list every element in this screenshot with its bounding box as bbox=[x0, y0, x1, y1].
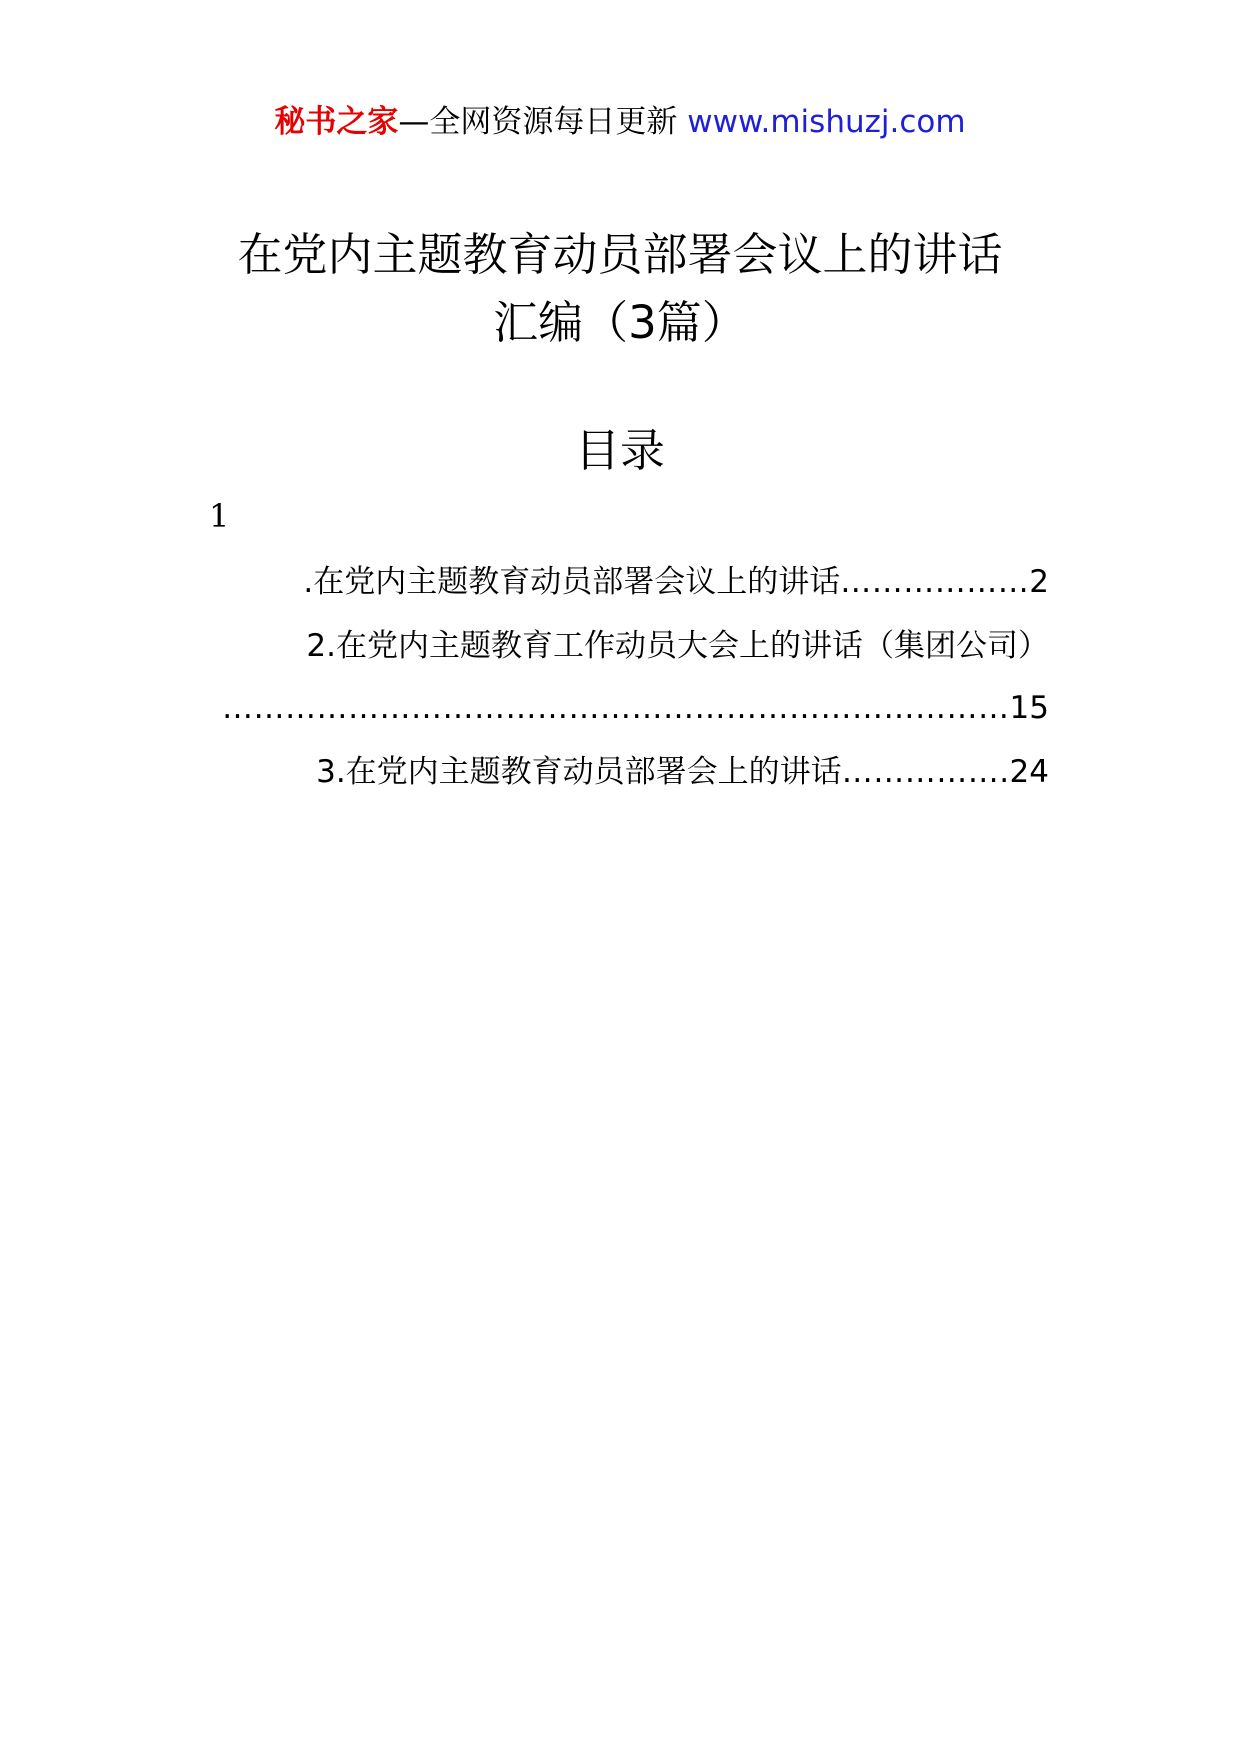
website-url[interactable]: www.mishuzj.com bbox=[687, 104, 966, 140]
toc-leader-dots: ………………………………………………………………… bbox=[222, 690, 1010, 726]
page-header bbox=[0, 100, 1240, 144]
toc-entry-text: 3.在党内主题教育动员部署会上的讲话 bbox=[316, 754, 842, 790]
toc-entry-text: .在党内主题教育动员部署会议上的讲话 bbox=[303, 564, 841, 600]
toc-leader-dots: ……………… bbox=[840, 564, 1030, 600]
document-title-line1: 在党内主题教育动员部署会议上的讲话 bbox=[237, 228, 1003, 281]
toc-heading: 目录 bbox=[574, 424, 665, 477]
toc-entry-3[interactable] bbox=[316, 750, 1049, 794]
toc-page-number: 24 bbox=[1009, 754, 1049, 790]
document-title-line2: 汇编（3篇） bbox=[493, 296, 747, 349]
toc-entry-1[interactable] bbox=[303, 560, 1049, 604]
toc-stray-number: 1 bbox=[209, 497, 230, 535]
header-tagline: —全网资源每日更新 bbox=[398, 104, 678, 140]
toc-entry-2-continuation[interactable] bbox=[190, 686, 1049, 730]
toc-page-number: 2 bbox=[1029, 564, 1049, 600]
toc-page-number: 15 bbox=[1009, 690, 1049, 726]
toc-entry-text: 2.在党内主题教育工作动员大会上的讲话（集团公司） bbox=[306, 628, 1049, 664]
toc-leader-dots: ……………. bbox=[841, 754, 1010, 790]
brand-name: 秘书之家 bbox=[274, 104, 399, 140]
toc-entry-2[interactable] bbox=[306, 624, 1049, 668]
